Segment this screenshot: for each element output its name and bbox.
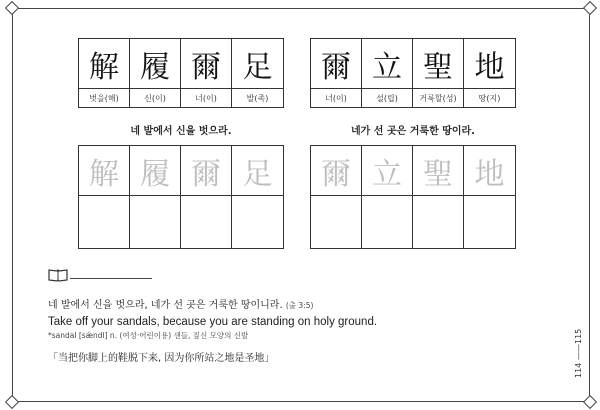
verse-chinese: 「当把你脚上的鞋脱下来, 因为你所站之地是圣地」 bbox=[48, 353, 275, 364]
corner-ornament-icon bbox=[6, 396, 18, 408]
hanja-reading: 벗을(해) bbox=[79, 89, 130, 107]
trace-char: 解 bbox=[79, 146, 130, 196]
divider-line bbox=[70, 278, 152, 279]
page-number-left: 114 bbox=[574, 362, 583, 378]
hanja-char: 爾 bbox=[311, 39, 362, 89]
trace-char: 聖 bbox=[413, 146, 464, 196]
trace-char: 爾 bbox=[181, 146, 232, 196]
verse-korean-text: 네 발에서 신을 벗으라, 네가 선 곳은 거룩한 땅이니라. bbox=[48, 300, 283, 311]
verse-english: Take off your sandals, because you are standing on holy ground. bbox=[48, 316, 378, 328]
hanja-char: 立 bbox=[362, 39, 413, 89]
writing-box[interactable] bbox=[130, 196, 181, 248]
hanja-char: 聖 bbox=[413, 39, 464, 89]
page-number-right: 115 bbox=[574, 328, 583, 344]
hanja-reading: 거룩할(성) bbox=[413, 89, 464, 107]
page-numbers bbox=[574, 330, 586, 380]
corner-ornament-icon bbox=[584, 396, 596, 408]
trace-char: 足 bbox=[232, 146, 283, 196]
practice-grid-right bbox=[310, 145, 516, 249]
hanja-char: 履 bbox=[130, 39, 181, 89]
trace-char: 履 bbox=[130, 146, 181, 196]
writing-box[interactable] bbox=[311, 196, 362, 248]
hanja-reading: 너(이) bbox=[311, 89, 362, 107]
practice-grid-left bbox=[78, 145, 284, 249]
trace-char: 爾 bbox=[311, 146, 362, 196]
trace-char: 立 bbox=[362, 146, 413, 196]
writing-box[interactable] bbox=[181, 196, 232, 248]
hanja-char: 解 bbox=[79, 39, 130, 89]
hanja-reading: 땅(지) bbox=[478, 93, 501, 103]
hanja-char: 爾 bbox=[181, 39, 232, 89]
vocab-note: *sandal [sǽndl] n. (여성·어린이용) 샌들, 짚신 모양의 신발 bbox=[48, 331, 249, 340]
hanja-reading: 발(족) bbox=[246, 93, 269, 103]
corner-ornament-icon bbox=[6, 2, 18, 14]
sentence-left: 네 발에서 신을 벗으라. bbox=[130, 126, 232, 137]
trace-char: 地 bbox=[464, 146, 515, 196]
hanja-reading: 너(이) bbox=[181, 89, 232, 107]
sentence-right: 네가 선 곳은 거룩한 땅이라. bbox=[351, 126, 475, 137]
corner-ornament-icon bbox=[584, 2, 596, 14]
writing-box[interactable] bbox=[79, 196, 130, 248]
writing-box[interactable] bbox=[464, 196, 515, 248]
hanja-grid-left bbox=[78, 38, 284, 108]
writing-box[interactable] bbox=[413, 196, 464, 248]
hanja-reading: 신(이) bbox=[130, 89, 181, 107]
hanja-reading: 설(립) bbox=[362, 89, 413, 107]
hanja-char: 地 bbox=[464, 39, 515, 89]
verse-reference: (출 3:5) bbox=[285, 301, 314, 310]
hanja-grid-right bbox=[310, 38, 516, 108]
verse-korean bbox=[48, 296, 313, 311]
writing-box[interactable] bbox=[362, 196, 413, 248]
open-book-icon bbox=[48, 268, 68, 282]
writing-box[interactable] bbox=[232, 196, 283, 248]
page-number-divider: —— bbox=[574, 344, 583, 360]
hanja-char: 足 bbox=[232, 39, 283, 89]
